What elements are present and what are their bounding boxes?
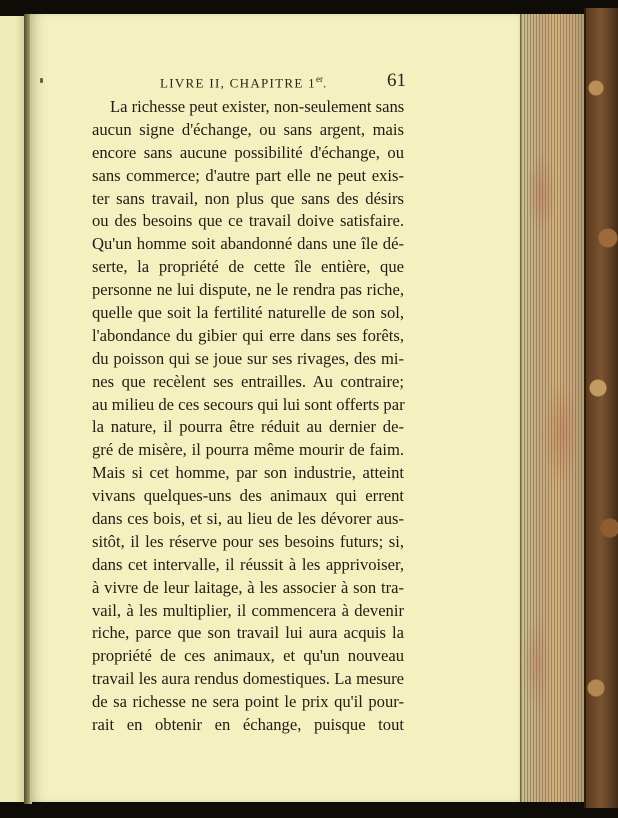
running-head-superscript: er bbox=[316, 74, 323, 84]
text-line: ou des besoins que ce travail doive satisfaire. bbox=[92, 211, 404, 231]
left-page-sliver bbox=[0, 16, 25, 802]
text-line: La richesse peut exister, non-seulement sans bbox=[110, 97, 405, 116]
text-line: aucun signe d'échange, ou sans argent, mais bbox=[92, 119, 404, 139]
text-line: propriété de ces animaux, et qu'un nouveau bbox=[92, 646, 404, 666]
text-line: au milieu de ces secours qui lui sont offerts par bbox=[92, 394, 405, 414]
text-line: Qu'un homme soit abandonné dans une île dé- bbox=[92, 234, 404, 254]
text-line: travail les aura rendus domestiques. La mesure bbox=[92, 669, 404, 689]
text-line: rait en obtenir en échange, puisque tout bbox=[92, 715, 404, 735]
body-text bbox=[92, 96, 405, 735]
text-line: sitôt, il les réserve pour ses besoins futurs; si, bbox=[92, 531, 404, 551]
text-line: l'abondance du gibier qui erre dans ses forêts, bbox=[92, 325, 404, 345]
text-line: gré de misère, il pourra même mourir de faim. bbox=[92, 440, 404, 460]
text-line: quelle que soit la fertilité naturelle de son sol, bbox=[92, 303, 404, 323]
page-edges bbox=[520, 14, 587, 802]
page-speck bbox=[40, 78, 43, 83]
text-line: à vivre de leur laitage, à les associer à son tra- bbox=[92, 577, 404, 597]
running-head bbox=[78, 72, 516, 96]
page-number: 61 bbox=[387, 70, 406, 91]
text-line: vail, à les multiplier, il commencera à devenir bbox=[92, 600, 404, 620]
text-line: riche, parce que son travail lui aura acquis la bbox=[92, 623, 404, 643]
running-head-period: . bbox=[323, 75, 328, 91]
text-line: encore sans aucune possibilité d'échange, ou bbox=[92, 142, 404, 162]
text-line: la nature, il pourra être réduit au dernier de- bbox=[92, 417, 404, 437]
text-line: dans ces bois, et si, au lieu de les dévorer aus- bbox=[92, 509, 404, 529]
text-line: Mais si cet homme, par son industrie, atteint bbox=[92, 463, 404, 483]
text-line: de sa richesse ne sera point le prix qu'il pour- bbox=[92, 692, 404, 712]
text-line: ter sans travail, non plus que sans des désirs bbox=[92, 188, 404, 208]
running-head-title bbox=[160, 74, 328, 91]
text-line: sans commerce; d'autre part elle ne peut exis- bbox=[92, 165, 404, 185]
text-line: du poisson qui se joue sur ses rivages, des mi- bbox=[92, 348, 404, 368]
text-line: nes que recèlent ses entrailles. Au contraire; bbox=[92, 371, 404, 391]
text-line: serte, la propriété de cette île entière, que bbox=[92, 257, 404, 277]
marbled-cover bbox=[584, 8, 618, 808]
text-line: personne ne lui dispute, ne le rendra pas riche, bbox=[92, 280, 404, 300]
text-line: dans cet intervalle, il réussit à les apprivoiser, bbox=[92, 554, 404, 574]
running-head-title-text: LIVRE II, CHAPITRE 1 bbox=[160, 75, 316, 91]
text-line: vivans quelques-uns des animaux qui errent bbox=[92, 486, 404, 506]
